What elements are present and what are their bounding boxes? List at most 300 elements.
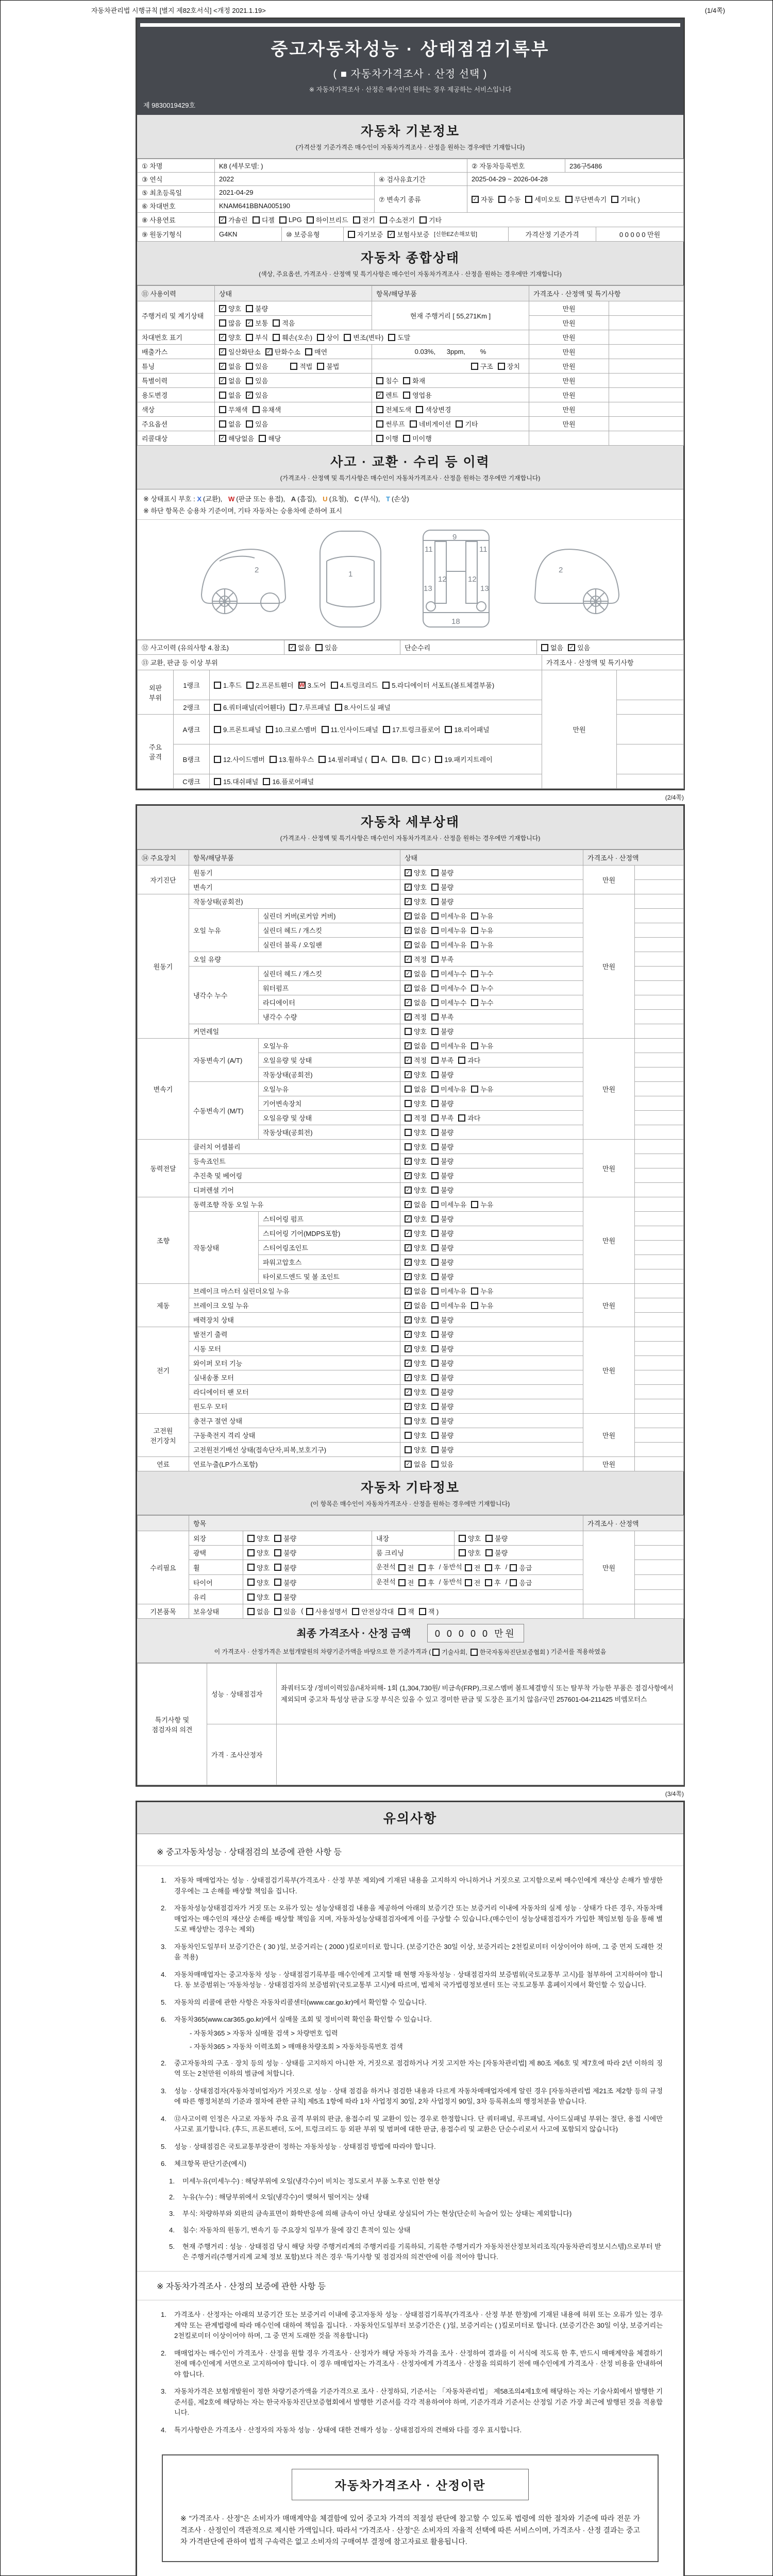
checkbox[interactable]: ✓ — [405, 956, 412, 963]
checkbox-option[interactable] — [344, 332, 383, 342]
checkbox-option[interactable] — [246, 332, 268, 342]
checkbox[interactable] — [431, 869, 439, 876]
checkbox[interactable] — [214, 704, 221, 711]
checkbox[interactable] — [273, 334, 280, 341]
checkbox[interactable] — [498, 196, 506, 203]
checkbox[interactable] — [431, 985, 439, 992]
checkbox[interactable] — [392, 756, 399, 763]
checkbox-option[interactable] — [431, 1113, 453, 1123]
checkbox-option[interactable] — [405, 1387, 427, 1397]
checkbox-option[interactable] — [431, 1171, 453, 1180]
checkbox-option[interactable] — [290, 361, 312, 371]
checkbox[interactable] — [431, 1374, 439, 1381]
checkbox-option[interactable] — [405, 1445, 427, 1454]
checkbox-option[interactable] — [266, 724, 317, 734]
checkbox[interactable] — [432, 1649, 440, 1656]
checkbox-option[interactable] — [352, 1606, 394, 1616]
checkbox-option[interactable] — [348, 229, 383, 239]
checkbox-option[interactable] — [214, 702, 285, 712]
checkbox[interactable] — [416, 406, 423, 413]
checkbox-option[interactable] — [431, 1459, 453, 1469]
checkbox[interactable]: W — [299, 682, 305, 688]
checkbox[interactable] — [431, 1388, 439, 1396]
checkbox-option[interactable] — [405, 1329, 427, 1339]
checkbox[interactable] — [331, 682, 338, 689]
checkbox[interactable] — [247, 1549, 255, 1556]
checkbox-option[interactable] — [405, 868, 427, 877]
checkbox-option[interactable] — [405, 1401, 427, 1411]
checkbox[interactable]: ✓ — [219, 348, 226, 355]
checkbox-option[interactable] — [405, 1300, 427, 1310]
checkbox[interactable] — [398, 1579, 406, 1586]
checkbox-option[interactable] — [471, 969, 493, 978]
checkbox-option[interactable] — [405, 997, 427, 1007]
checkbox[interactable] — [431, 898, 439, 905]
checkbox-option[interactable] — [317, 332, 339, 342]
checkbox-option[interactable] — [431, 954, 453, 964]
checkbox-option[interactable] — [405, 1055, 427, 1065]
checkbox[interactable]: ✓ — [405, 999, 412, 1006]
checkbox-option[interactable] — [471, 925, 493, 935]
checkbox[interactable]: ✓ — [405, 1316, 412, 1324]
checkbox-option[interactable] — [376, 376, 398, 385]
checkbox-option[interactable] — [485, 1548, 508, 1557]
checkbox-option[interactable] — [405, 1113, 427, 1123]
checkbox-option[interactable] — [541, 642, 563, 652]
checkbox-option[interactable] — [405, 1372, 427, 1382]
checkbox[interactable] — [372, 756, 379, 763]
checkbox-option[interactable] — [510, 1578, 532, 1587]
checkbox-option[interactable] — [214, 680, 242, 690]
checkbox[interactable] — [290, 363, 297, 370]
checkbox-option[interactable] — [410, 419, 451, 429]
checkbox-option[interactable] — [315, 642, 338, 652]
checkbox-option[interactable] — [383, 724, 440, 734]
checkbox-option[interactable] — [376, 404, 411, 414]
checkbox[interactable] — [431, 999, 439, 1006]
checkbox-option[interactable] — [246, 376, 268, 385]
checkbox-option[interactable] — [431, 1445, 453, 1454]
checkbox-option[interactable] — [247, 1563, 270, 1572]
checkbox[interactable] — [485, 1564, 492, 1571]
checkbox-option[interactable] — [382, 680, 494, 690]
checkbox[interactable] — [431, 1446, 439, 1453]
checkbox-option[interactable] — [431, 1156, 453, 1166]
checkbox-option[interactable] — [214, 776, 258, 786]
checkbox[interactable] — [459, 1549, 466, 1556]
checkbox[interactable]: ✓ — [405, 1345, 412, 1352]
checkbox-option[interactable] — [398, 1563, 414, 1572]
checkbox-option[interactable] — [274, 1533, 296, 1543]
checkbox-option[interactable] — [274, 1606, 296, 1616]
checkbox[interactable]: ✓ — [289, 644, 296, 651]
checkbox[interactable] — [431, 970, 439, 977]
checkbox[interactable] — [305, 348, 312, 355]
checkbox[interactable] — [247, 1594, 255, 1601]
checkbox-option[interactable] — [317, 361, 339, 371]
checkbox-option[interactable] — [431, 1012, 453, 1022]
checkbox-option[interactable] — [388, 229, 429, 239]
checkbox-option[interactable] — [431, 1098, 453, 1108]
checkbox-option[interactable] — [465, 1578, 481, 1587]
checkbox[interactable]: ✓ — [405, 869, 412, 876]
checkbox[interactable]: ✓ — [405, 1331, 412, 1338]
checkbox[interactable] — [431, 956, 439, 963]
checkbox[interactable] — [335, 704, 342, 711]
checkbox[interactable] — [246, 377, 253, 384]
checkbox[interactable] — [431, 1244, 439, 1251]
checkbox[interactable] — [405, 1086, 412, 1093]
checkbox[interactable] — [246, 334, 253, 341]
checkbox[interactable] — [431, 1403, 439, 1410]
checkbox-option[interactable] — [246, 390, 268, 400]
checkbox-option[interactable] — [219, 303, 241, 313]
checkbox[interactable] — [322, 726, 329, 733]
checkbox[interactable] — [382, 682, 390, 689]
checkbox-option[interactable] — [274, 1548, 296, 1557]
checkbox[interactable] — [431, 1201, 439, 1208]
checkbox-option[interactable] — [485, 1563, 501, 1572]
checkbox-option[interactable] — [219, 332, 241, 342]
checkbox-option[interactable] — [498, 361, 520, 371]
checkbox-option[interactable] — [372, 755, 387, 763]
checkbox[interactable] — [376, 377, 383, 384]
checkbox[interactable] — [398, 1564, 406, 1571]
checkbox-option[interactable] — [431, 940, 466, 950]
checkbox[interactable] — [471, 1302, 478, 1309]
checkbox[interactable] — [274, 1608, 281, 1615]
checkbox-option[interactable] — [376, 419, 405, 429]
checkbox[interactable] — [279, 216, 287, 224]
checkbox[interactable] — [219, 392, 226, 399]
checkbox-option[interactable] — [405, 1228, 427, 1238]
checkbox-option[interactable] — [259, 433, 281, 443]
checkbox[interactable] — [431, 1302, 439, 1309]
checkbox[interactable] — [431, 1461, 439, 1468]
checkbox-option[interactable] — [376, 433, 398, 443]
checkbox-option[interactable] — [318, 754, 367, 764]
checkbox[interactable] — [435, 756, 442, 763]
checkbox-option[interactable] — [405, 1344, 427, 1353]
checkbox-option[interactable] — [405, 1142, 427, 1151]
checkbox[interactable] — [541, 644, 548, 651]
checkbox[interactable] — [380, 216, 387, 224]
checkbox[interactable] — [219, 319, 226, 327]
checkbox-option[interactable] — [214, 754, 265, 764]
checkbox-option[interactable] — [289, 642, 311, 652]
checkbox-option[interactable] — [405, 1286, 427, 1296]
checkbox-option[interactable] — [611, 194, 640, 204]
checkbox-option[interactable] — [405, 983, 427, 993]
checkbox-option[interactable] — [298, 680, 326, 690]
checkbox[interactable]: ✓ — [219, 435, 226, 442]
checkbox-option[interactable] — [431, 983, 466, 993]
checkbox[interactable]: ✓ — [405, 1374, 412, 1381]
checkbox-option[interactable] — [525, 194, 560, 204]
checkbox-option[interactable] — [431, 1070, 453, 1079]
checkbox[interactable]: ✓ — [405, 884, 412, 891]
checkbox[interactable] — [214, 756, 221, 763]
checkbox[interactable] — [431, 1057, 439, 1064]
checkbox-option[interactable] — [246, 318, 268, 328]
checkbox[interactable]: ✓ — [405, 1273, 412, 1280]
checkbox[interactable] — [352, 1608, 359, 1615]
checkbox[interactable] — [471, 927, 478, 934]
checkbox[interactable] — [471, 1042, 478, 1049]
checkbox[interactable] — [485, 1549, 493, 1556]
checkbox-option[interactable] — [219, 215, 248, 225]
checkbox[interactable] — [405, 1028, 412, 1035]
checkbox-option[interactable] — [418, 1563, 434, 1572]
checkbox-option[interactable] — [471, 911, 493, 921]
checkbox[interactable] — [273, 319, 280, 327]
checkbox-option[interactable] — [431, 1185, 453, 1195]
checkbox[interactable] — [317, 363, 324, 370]
checkbox[interactable] — [405, 1114, 412, 1122]
checkbox[interactable] — [253, 406, 260, 413]
checkbox[interactable] — [471, 1201, 478, 1208]
checkbox-option[interactable] — [485, 1533, 508, 1543]
checkbox-option[interactable] — [431, 1372, 453, 1382]
checkbox-option[interactable] — [405, 969, 427, 978]
checkbox-option[interactable] — [471, 1199, 493, 1209]
checkbox-option[interactable] — [405, 882, 427, 892]
checkbox-option[interactable] — [456, 419, 478, 429]
checkbox[interactable] — [465, 1564, 472, 1571]
checkbox-option[interactable] — [405, 1272, 427, 1281]
checkbox[interactable]: ✓ — [568, 644, 575, 651]
checkbox[interactable] — [306, 1608, 313, 1615]
checkbox[interactable] — [419, 216, 427, 224]
checkbox-option[interactable] — [331, 680, 378, 690]
checkbox-option[interactable] — [405, 1257, 427, 1267]
checkbox-option[interactable] — [219, 404, 248, 414]
checkbox[interactable] — [431, 1331, 439, 1338]
checkbox-option[interactable] — [432, 1648, 467, 1656]
checkbox[interactable] — [458, 1057, 465, 1064]
checkbox[interactable]: ✓ — [405, 941, 412, 948]
checkbox-option[interactable] — [219, 390, 241, 400]
checkbox-option[interactable] — [405, 940, 427, 950]
checkbox-option[interactable] — [431, 1243, 453, 1252]
checkbox[interactable] — [419, 1608, 426, 1615]
checkbox[interactable] — [471, 363, 478, 370]
checkbox[interactable] — [214, 682, 221, 689]
checkbox-option[interactable] — [380, 215, 415, 225]
checkbox-option[interactable] — [459, 1548, 481, 1557]
checkbox[interactable]: ✓ — [405, 1230, 412, 1237]
checkbox-option[interactable] — [458, 1055, 480, 1065]
checkbox-option[interactable] — [405, 954, 427, 964]
checkbox[interactable] — [431, 1143, 439, 1150]
checkbox[interactable]: ✓ — [405, 1158, 412, 1165]
checkbox-option[interactable] — [445, 724, 489, 734]
checkbox[interactable] — [471, 999, 478, 1006]
checkbox-option[interactable] — [431, 1055, 453, 1065]
checkbox[interactable]: ✓ — [246, 392, 253, 399]
checkbox[interactable] — [456, 420, 463, 428]
checkbox[interactable] — [431, 912, 439, 920]
checkbox[interactable]: ✓ — [405, 1187, 412, 1194]
checkbox[interactable] — [431, 1172, 439, 1179]
checkbox-option[interactable] — [431, 1127, 453, 1137]
checkbox[interactable] — [246, 363, 253, 370]
checkbox-option[interactable] — [431, 1026, 453, 1036]
checkbox-option[interactable] — [219, 433, 254, 443]
checkbox[interactable] — [431, 1013, 439, 1021]
checkbox-option[interactable] — [431, 997, 466, 1007]
checkbox-option[interactable] — [470, 1648, 546, 1656]
checkbox[interactable]: ✓ — [265, 348, 273, 355]
checkbox[interactable] — [376, 406, 383, 413]
checkbox[interactable] — [431, 884, 439, 891]
checkbox-option[interactable] — [405, 911, 427, 921]
checkbox-option[interactable] — [459, 1533, 481, 1543]
checkbox[interactable] — [405, 1446, 412, 1453]
checkbox[interactable]: ✓ — [376, 392, 383, 399]
checkbox-option[interactable] — [405, 1070, 427, 1079]
checkbox-option[interactable] — [419, 1606, 439, 1616]
checkbox[interactable] — [431, 1273, 439, 1280]
checkbox[interactable] — [247, 1579, 255, 1586]
checkbox[interactable] — [403, 392, 410, 399]
checkbox[interactable] — [470, 1649, 478, 1656]
checkbox-option[interactable] — [265, 347, 300, 357]
checkbox-option[interactable] — [247, 1592, 270, 1602]
checkbox[interactable] — [471, 1287, 478, 1295]
checkbox-option[interactable] — [219, 376, 241, 385]
checkbox-option[interactable] — [305, 347, 327, 357]
checkbox[interactable] — [353, 216, 360, 224]
checkbox-option[interactable] — [279, 216, 302, 224]
checkbox[interactable] — [431, 1086, 439, 1093]
checkbox[interactable]: ✓ — [388, 231, 395, 238]
checkbox[interactable] — [431, 1432, 439, 1439]
checkbox[interactable] — [219, 420, 226, 428]
checkbox-option[interactable] — [270, 754, 314, 764]
checkbox-option[interactable] — [431, 1084, 466, 1094]
checkbox[interactable] — [431, 1042, 439, 1049]
checkbox[interactable] — [214, 726, 221, 733]
checkbox-option[interactable] — [247, 1548, 270, 1557]
checkbox[interactable] — [431, 1114, 439, 1122]
checkbox[interactable] — [348, 231, 355, 238]
checkbox[interactable] — [405, 1143, 412, 1150]
checkbox-option[interactable] — [431, 1416, 453, 1426]
checkbox[interactable] — [247, 1608, 255, 1615]
checkbox-option[interactable] — [398, 1578, 414, 1587]
checkbox[interactable] — [471, 970, 478, 977]
checkbox-option[interactable] — [431, 1272, 453, 1281]
checkbox[interactable] — [431, 927, 439, 934]
checkbox[interactable]: ✓ — [405, 1403, 412, 1410]
checkbox[interactable] — [510, 1564, 517, 1571]
checkbox[interactable] — [247, 1564, 255, 1571]
checkbox[interactable]: ✓ — [405, 1172, 412, 1179]
checkbox[interactable] — [431, 1345, 439, 1352]
checkbox-option[interactable] — [431, 1387, 453, 1397]
checkbox-option[interactable] — [431, 925, 466, 935]
checkbox[interactable] — [388, 334, 395, 341]
checkbox[interactable] — [274, 1564, 281, 1571]
checkbox-option[interactable] — [219, 361, 241, 371]
checkbox[interactable] — [274, 1594, 281, 1601]
checkbox[interactable] — [431, 1187, 439, 1194]
checkbox[interactable] — [246, 305, 253, 312]
checkbox[interactable]: ✓ — [405, 985, 412, 992]
checkbox-option[interactable] — [388, 332, 410, 342]
checkbox[interactable] — [431, 1316, 439, 1324]
checkbox[interactable] — [412, 756, 419, 763]
checkbox[interactable] — [405, 1100, 412, 1107]
checkbox[interactable]: ✓ — [405, 1071, 412, 1078]
checkbox-option[interactable] — [246, 361, 268, 371]
checkbox-option[interactable] — [458, 1113, 480, 1123]
checkbox-option[interactable] — [247, 1533, 270, 1543]
checkbox[interactable] — [431, 1215, 439, 1223]
checkbox-option[interactable] — [214, 724, 261, 734]
checkbox[interactable] — [471, 941, 478, 948]
checkbox[interactable]: ✓ — [219, 334, 226, 341]
checkbox[interactable]: ✓ — [405, 1215, 412, 1223]
checkbox-option[interactable] — [568, 642, 590, 652]
checkbox[interactable] — [431, 1028, 439, 1035]
checkbox[interactable]: ✓ — [405, 1244, 412, 1251]
checkbox-option[interactable] — [246, 419, 268, 429]
checkbox-option[interactable] — [498, 194, 520, 204]
checkbox[interactable] — [274, 1535, 281, 1542]
checkbox-option[interactable] — [471, 1041, 493, 1050]
checkbox-option[interactable] — [435, 754, 492, 764]
checkbox-option[interactable] — [431, 1344, 453, 1353]
checkbox-option[interactable] — [405, 1026, 427, 1036]
checkbox[interactable] — [246, 682, 254, 689]
checkbox[interactable] — [485, 1535, 493, 1542]
checkbox-option[interactable] — [405, 1416, 427, 1426]
checkbox[interactable] — [274, 1549, 281, 1556]
checkbox-option[interactable] — [307, 215, 348, 225]
checkbox[interactable] — [510, 1579, 517, 1586]
checkbox[interactable] — [431, 1259, 439, 1266]
checkbox-option[interactable] — [431, 911, 466, 921]
checkbox[interactable]: ✓ — [405, 1388, 412, 1396]
checkbox-option[interactable] — [247, 1578, 270, 1587]
checkbox-option[interactable] — [405, 1199, 427, 1209]
checkbox[interactable] — [266, 726, 273, 733]
checkbox-option[interactable] — [471, 997, 493, 1007]
checkbox[interactable] — [376, 435, 383, 442]
checkbox[interactable] — [431, 1287, 439, 1295]
checkbox-option[interactable] — [219, 318, 241, 328]
checkbox[interactable] — [611, 196, 618, 203]
checkbox-option[interactable] — [471, 1286, 493, 1296]
checkbox-option[interactable] — [273, 332, 312, 342]
checkbox[interactable]: ✓ — [405, 1042, 412, 1049]
checkbox-option[interactable] — [472, 194, 494, 204]
checkbox[interactable] — [403, 435, 410, 442]
checkbox-option[interactable] — [471, 1084, 493, 1094]
checkbox-option[interactable] — [471, 1300, 493, 1310]
checkbox[interactable]: ✓ — [472, 196, 479, 203]
checkbox-option[interactable] — [263, 776, 314, 786]
checkbox[interactable] — [405, 1129, 412, 1136]
checkbox[interactable]: ✓ — [405, 898, 412, 905]
checkbox-option[interactable] — [431, 896, 453, 906]
checkbox[interactable] — [418, 1579, 426, 1586]
checkbox-option[interactable] — [274, 1563, 296, 1572]
checkbox-option[interactable] — [403, 433, 432, 443]
checkbox-option[interactable] — [353, 215, 375, 225]
